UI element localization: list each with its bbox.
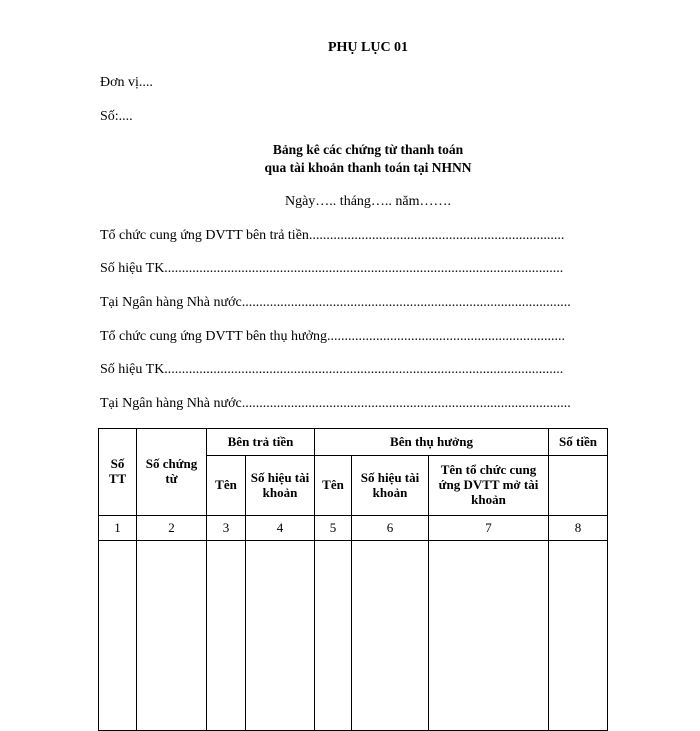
header-payee-group: Bên thụ hưởng: [315, 429, 549, 456]
table-cell: [352, 541, 429, 731]
column-number: 1: [99, 516, 137, 541]
column-number: 8: [549, 516, 608, 541]
header-payer-account: Số hiệu tài khoản: [246, 456, 315, 516]
table-row: [99, 541, 608, 731]
table-cell: [429, 541, 549, 731]
document-title: PHỤ LỤC 01: [327, 40, 409, 55]
header-payee-name: Tên: [315, 456, 352, 516]
unit-label: Đơn vị....: [100, 75, 153, 90]
table-cell: [549, 541, 608, 731]
table-cell: [315, 541, 352, 731]
table-cell: [207, 541, 246, 731]
header-stt: Số TT: [99, 429, 137, 516]
table-cell: [99, 541, 137, 731]
column-number: 3: [207, 516, 246, 541]
payer-account-number-field: Số hiệu TK..................................................................................................................: [100, 261, 564, 276]
payer-state-bank-field: Tại Ngân hàng Nhà nước..............................................................................................: [100, 295, 571, 310]
payee-state-bank-field: Tại Ngân hàng Nhà nước..............................................................................................: [100, 396, 571, 411]
payee-provider-field: Tổ chức cung ứng DVTT bên thụ hưởng....................................................................: [100, 329, 566, 344]
column-number: 7: [429, 516, 549, 541]
table-cell: [246, 541, 315, 731]
header-payee-account: Số hiệu tài khoản: [352, 456, 429, 516]
column-number: 4: [246, 516, 315, 541]
column-number: 5: [315, 516, 352, 541]
payee-account-number-field: Số hiệu TK..................................................................................................................: [100, 362, 564, 377]
number-label: Số:....: [100, 109, 133, 124]
header-payee-provider: Tên tổ chức cung ứng DVTT mở tài khoản: [429, 456, 549, 516]
column-number: 2: [137, 516, 207, 541]
header-payer-group: Bên trả tiền: [207, 429, 315, 456]
statement-heading-line1: Bảng kê các chứng từ thanh toán: [272, 142, 464, 157]
statement-heading-line2: qua tài khoản thanh toán tại NHNN: [264, 160, 472, 175]
payer-provider-field: Tổ chức cung ứng DVTT bên trả tiền.........................................................................: [100, 228, 565, 243]
header-document-number: Số chứng từ: [137, 429, 207, 516]
header-amount-blank: [549, 456, 608, 516]
header-payer-name: Tên: [207, 456, 246, 516]
statement-table: [98, 428, 608, 731]
header-amount: Số tiền: [549, 429, 608, 456]
column-number: 6: [352, 516, 429, 541]
table-cell: [137, 541, 207, 731]
date-line: Ngày….. tháng….. năm…….: [284, 194, 452, 209]
